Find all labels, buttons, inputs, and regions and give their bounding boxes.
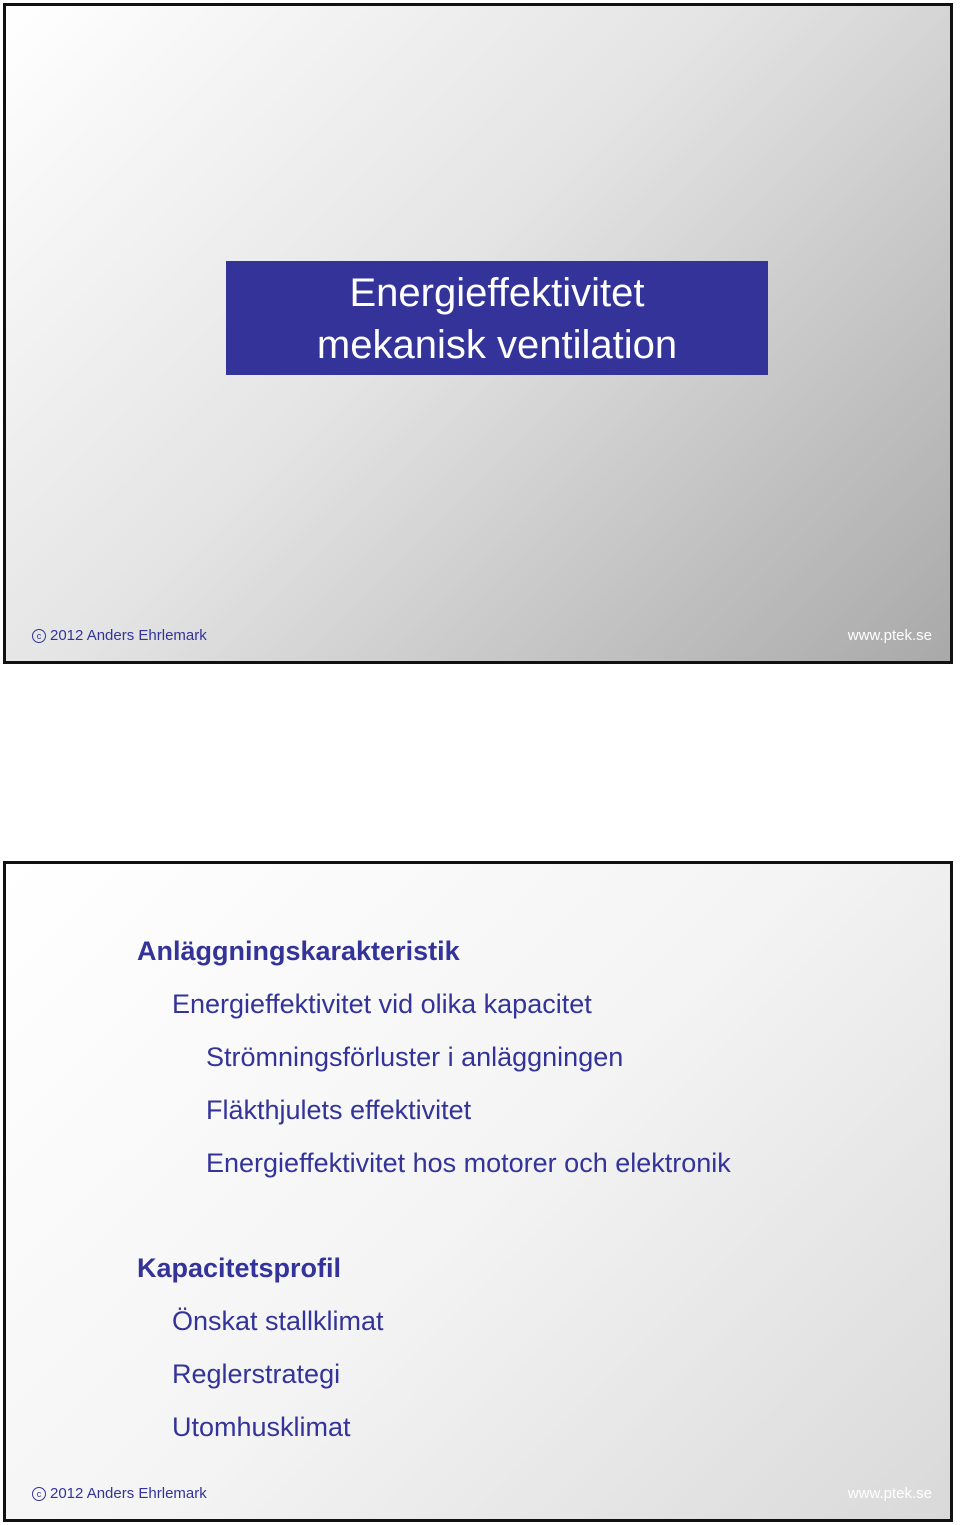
slide-1 bbox=[3, 3, 953, 664]
section-heading-1: Anläggningskarakteristik bbox=[137, 936, 460, 966]
copyright-icon: c bbox=[32, 629, 46, 643]
sub-bullet-item: Strömningsförluster i anläggningen bbox=[206, 1042, 624, 1072]
footer-author: 2012 Anders Ehrlemark bbox=[50, 627, 207, 644]
copyright-icon: c bbox=[32, 1487, 46, 1501]
sub-bullet-item: Fläkthjulets effektivitet bbox=[206, 1095, 472, 1125]
slide-title-line-2: mekanisk ventilation bbox=[316, 323, 678, 367]
slide-title-line-1: Energieffektivitet bbox=[349, 271, 645, 315]
footer-copyright bbox=[32, 1485, 207, 1502]
slide-footer bbox=[6, 627, 950, 647]
slide-2 bbox=[3, 861, 953, 1522]
sub-bullet-item: Energieffektivitet hos motorer och elektronik bbox=[206, 1148, 731, 1178]
footer-author: 2012 Anders Ehrlemark bbox=[50, 1485, 207, 1502]
bullet-item: Utomhusklimat bbox=[172, 1412, 351, 1442]
bullet-item: Reglerstrategi bbox=[172, 1359, 341, 1389]
bullet-item: Önskat stallklimat bbox=[172, 1306, 384, 1336]
title-box bbox=[226, 261, 768, 375]
footer-website: www.ptek.se bbox=[847, 627, 932, 644]
footer-copyright bbox=[32, 627, 207, 644]
section-heading-2: Kapacitetsprofil bbox=[137, 1253, 342, 1283]
footer-website: www.ptek.se bbox=[847, 1485, 932, 1502]
bullet-item: Energieffektivitet vid olika kapacitet bbox=[172, 989, 592, 1019]
slide-footer bbox=[6, 1485, 950, 1505]
